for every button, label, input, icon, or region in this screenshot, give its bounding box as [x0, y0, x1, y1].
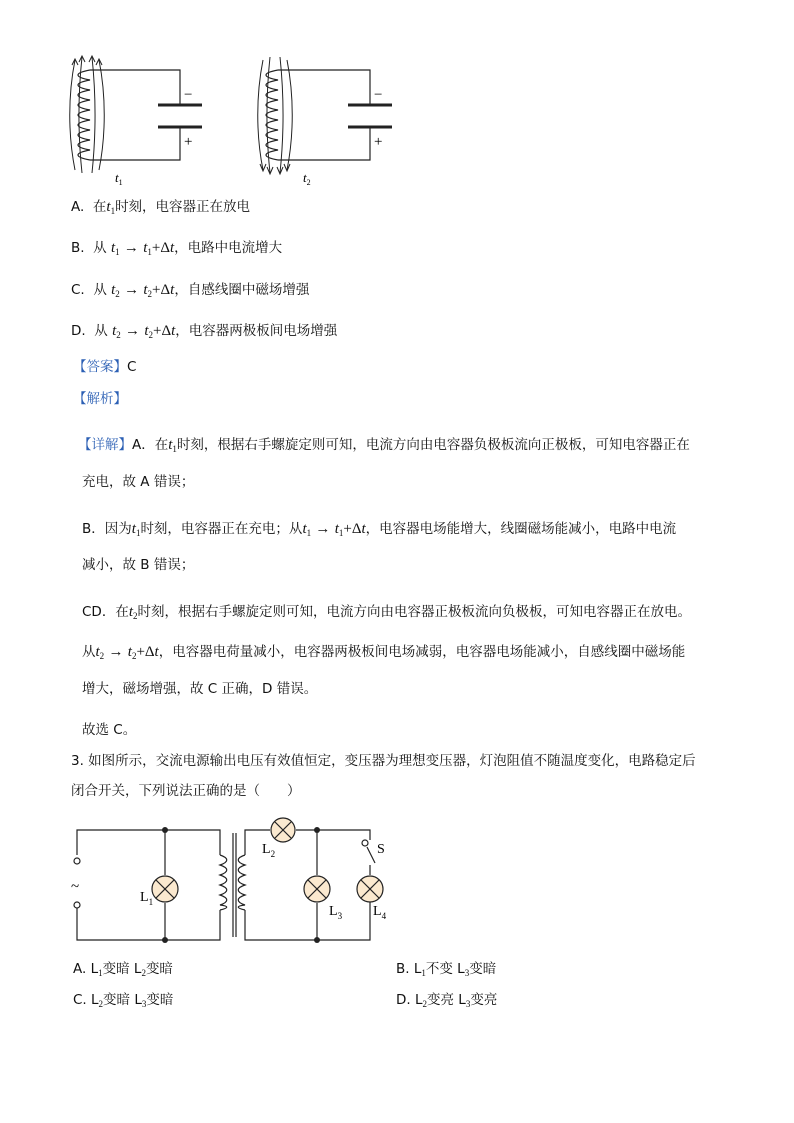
q3-stem-line1: 3. 如图所示，交流电源输出电压有效值恒定，变压器为理想变压器，灯泡阻值不随温度变化，电路稳定后: [71, 753, 696, 769]
switch-s: [362, 840, 368, 846]
label-s: S: [377, 842, 385, 857]
left-field-lines-up: [70, 56, 105, 173]
figure-transformer-circuit: [65, 815, 410, 950]
label-t1: $t_1$: [115, 170, 123, 187]
q2-option-a: A. 在$t_1$时刻，电容器正在放电: [71, 199, 251, 216]
detail-p3-line1: CD．在$t_2$时刻，根据右手螺旋定则可知，电流方向由电容器正极板流向负极板，可知电容器正在放电。: [82, 604, 691, 621]
ac-symbol: ~: [71, 879, 80, 895]
label-l3: $L_3$: [329, 904, 343, 921]
q2-option-d: D. 从 $t_2 \to t_2+\Delta t$，电容器两极板间电场增强: [71, 323, 338, 340]
q2-option-b: B. 从 $t_1 \to t_1+\Delta t$，电路中电流增大: [71, 240, 283, 257]
q3-option-a: A. $L_1$变暗 $L_2$变暗: [73, 961, 173, 978]
answer-value: C: [127, 359, 137, 375]
answer-tag: 【答案】: [73, 359, 127, 375]
right-field-lines-down: [258, 57, 293, 174]
q2-option-c: C. 从 $t_2 \to t_2+\Delta t$，自感线圈中磁场增强: [71, 282, 310, 299]
label-t2: $t_2$: [303, 170, 311, 187]
right-circuit: [258, 57, 392, 174]
label-l1: $L_1$: [140, 890, 154, 907]
right-minus-sign: −: [374, 87, 383, 103]
analysis-line: [73, 390, 127, 408]
q3-option-c: C. $L_2$变暗 $L_3$变暗: [73, 992, 174, 1009]
detail-p4-line1: 从$t_2 \to t_2+\Delta t$，电容器电荷量减小，电容器两极板间电场减弱，电容器电场能减小，自感线圈中磁场能: [82, 644, 686, 661]
answer-line: [73, 358, 136, 376]
label-l2: $L_2$: [262, 842, 276, 859]
label-l4: $L_4$: [373, 904, 387, 921]
analysis-tag: 【解析】: [73, 391, 127, 407]
figure-lc-circuits: [60, 55, 420, 190]
q3-stem-line2: 闭合开关，下列说法正确的是（ ）: [71, 783, 301, 799]
detail-p2-line2: 减小，故 B 错误；: [82, 557, 195, 573]
right-plus-sign: +: [374, 134, 383, 150]
left-plus-sign: +: [184, 134, 193, 150]
detail-p2-line1: B．因为$t_1$时刻，电容器正在充电；从$t_1 \to t_1+\Delta t$，电容器电场能增大，线圈磁场能减小，电路中电流: [82, 521, 677, 538]
secondary-coil: [238, 855, 245, 910]
detail-p1-line1: 【详解】A．在$t_1$时刻，根据右手螺旋定则可知，电流方向由电容器负极板流向正极板，可知电容器正在: [78, 437, 690, 454]
ac-terminal-bottom: [74, 902, 80, 908]
detail-p6-line: 故选 C。: [82, 722, 137, 738]
left-circuit: [70, 56, 202, 173]
ac-terminal-top: [74, 858, 80, 864]
q3-option-d: D. $L_2$变亮 $L_3$变亮: [396, 992, 498, 1009]
detail-p1-line2: 充电，故 A 错误；: [82, 474, 195, 490]
left-minus-sign: −: [184, 87, 193, 103]
primary-coil: [220, 855, 227, 910]
q3-option-b: B. $L_1$不变 $L_3$变暗: [396, 961, 497, 978]
detail-p5-line: 增大，磁场增强，故 C 正确，D 错误。: [82, 681, 318, 697]
